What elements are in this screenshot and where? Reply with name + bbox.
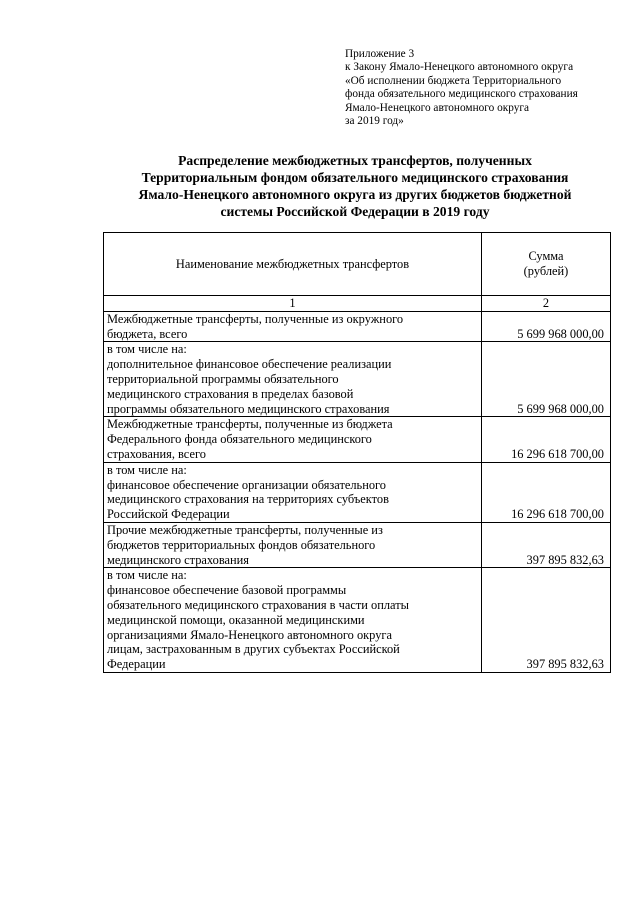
- transfer-name-line: медицинской помощи, оказанной медицинскими: [107, 612, 365, 627]
- transfer-name-line: территориальной программы обязательного: [107, 371, 339, 386]
- column-number: 1: [104, 296, 482, 312]
- transfer-name-line: медицинского страхования: [107, 552, 249, 567]
- table-row: [104, 311, 611, 342]
- transfer-name-cell: [104, 462, 482, 522]
- appendix-line: «Об исполнении бюджета Территориального: [345, 74, 562, 87]
- document-title: [100, 152, 610, 220]
- title-line: Ямало-Ненецкого автономного округа из других бюджетов бюджетной: [138, 187, 572, 202]
- table-row: [104, 522, 611, 567]
- appendix-line: к Закону Ямало-Ненецкого автономного округа: [345, 61, 574, 74]
- table-body: [104, 311, 611, 672]
- table-row: [104, 417, 611, 462]
- transfer-name-line: программы обязательного медицинского страхования: [107, 401, 390, 416]
- transfer-name-line: дополнительное финансовое обеспечение реализации: [107, 357, 392, 372]
- table-row: [104, 462, 611, 522]
- transfer-name-line: в том числе на:: [107, 462, 187, 477]
- transfers-table: [103, 232, 611, 673]
- transfer-name-cell: [104, 522, 482, 567]
- transfer-name-line: в том числе на:: [107, 568, 187, 583]
- appendix-line: Ямало-Ненецкого автономного округа: [345, 101, 530, 114]
- transfer-name-line: Российской Федерации: [107, 507, 230, 522]
- transfer-sum-cell: 397 895 832,63: [482, 522, 611, 567]
- table-header-row: [104, 233, 611, 296]
- column-number: 2: [482, 296, 611, 312]
- title-line: Территориальным фондом обязательного медицинского страхования: [141, 170, 569, 185]
- transfer-name-line: медицинского страхования на территориях субъектов: [107, 492, 389, 507]
- transfer-name-line: Прочие межбюджетные трансферты, полученные из: [107, 522, 383, 537]
- appendix-header: [345, 48, 635, 128]
- transfer-sum-cell: 397 895 832,63: [482, 568, 611, 673]
- title-line: Распределение межбюджетных трансфертов, полученных: [178, 153, 532, 168]
- transfer-name-line: Межбюджетные трансферты, полученные из бюджета: [107, 417, 393, 432]
- transfer-name-line: Межбюджетные трансферты, полученные из окружного: [107, 311, 404, 326]
- transfer-name-cell: [104, 417, 482, 462]
- transfer-name-line: финансовое обеспечение организации обязательного: [107, 477, 387, 492]
- header-sum-label: Сумма: [528, 249, 564, 264]
- title-line: системы Российской Федерации в 2019 году: [220, 204, 490, 219]
- transfer-name-line: медицинского страхования в пределах базовой: [107, 386, 354, 401]
- transfer-name-line: бюджетов территориальных фондов обязательного: [107, 537, 376, 552]
- table-row: [104, 568, 611, 673]
- header-name-cell: Наименование межбюджетных трансфертов: [104, 233, 482, 296]
- transfer-name-line: финансовое обеспечение базовой программы: [107, 583, 347, 598]
- transfer-sum-cell: 5 699 968 000,00: [482, 311, 611, 342]
- header-sum-cell: [482, 233, 611, 296]
- transfer-name-line: в том числе на:: [107, 342, 187, 357]
- transfer-name-line: лицам, застрахованным в других субъектах Российской: [107, 642, 400, 657]
- appendix-line: за 2019 год»: [345, 115, 404, 128]
- transfer-name-line: обязательного медицинского страхования в части оплаты: [107, 597, 409, 612]
- appendix-line: Приложение 3: [345, 48, 415, 60]
- transfer-sum-cell: 5 699 968 000,00: [482, 342, 611, 417]
- table-row: [104, 342, 611, 417]
- transfer-name-line: страхования, всего: [107, 446, 206, 461]
- transfer-name-line: Федерального фонда обязательного медицинского: [107, 432, 372, 447]
- transfer-sum-cell: 16 296 618 700,00: [482, 417, 611, 462]
- transfer-name-cell: [104, 342, 482, 417]
- transfer-name-line: Федерации: [107, 657, 166, 672]
- transfer-name-line: организациями Ямало-Ненецкого автономного округа: [107, 627, 392, 642]
- transfer-name-cell: [104, 568, 482, 673]
- transfer-sum-cell: 16 296 618 700,00: [482, 462, 611, 522]
- header-sum-unit: (рублей): [523, 264, 569, 278]
- transfer-name-cell: [104, 311, 482, 342]
- appendix-line: фонда обязательного медицинского страхования: [345, 88, 578, 101]
- transfer-name-line: бюджета, всего: [107, 326, 188, 341]
- column-number-row: [104, 296, 611, 312]
